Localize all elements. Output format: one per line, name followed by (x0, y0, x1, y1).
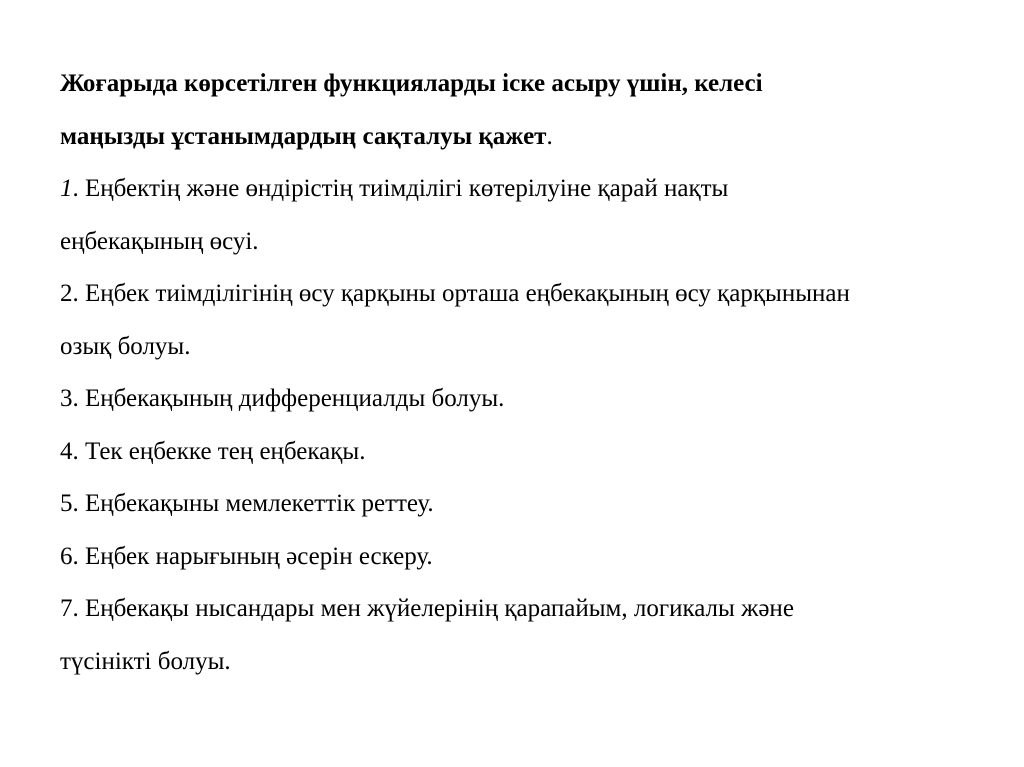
list-item-1-continuation: еңбекақының өсуі. (60, 227, 259, 255)
slide-body-text (60, 58, 1000, 688)
intro-line-2-bold: маңызды ұстанымдардың сақталуы қажет (60, 122, 547, 150)
list-item-2: 2. Еңбек тиімділігінің өсу қарқыны орташа еңбекақының өсу қарқынынан (60, 280, 850, 307)
list-item-1-text: Еңбектің және өндірістің тиімділігі көтерілуіне қарай нақты (85, 175, 729, 202)
list-item-2-text: Еңбек тиімділігінің өсу қарқыны орташа еңбекақының өсу қарқынынан (85, 280, 850, 307)
list-item-5-number: 5 (60, 490, 73, 517)
list-item-6-number: 6 (60, 542, 73, 570)
list-item-7-continuation: түсінікті болуы. (60, 647, 231, 675)
list-item-7-text: Еңбекақы нысандары мен жүйелерінің қарапайым, логикалы және (85, 595, 794, 622)
intro-line-1: Жоғарыда көрсетілген функцияларды іске асыру үшін, келесі (60, 70, 763, 97)
list-item-2-continuation: озық болуы. (60, 332, 191, 360)
list-item-1: 1. Еңбектің және өндірістің тиімділігі көтерілуіне қарай нақты (60, 175, 729, 202)
list-item-3-text: Еңбекақының дифференциалды болуы. (85, 385, 505, 412)
list-item-1-number: 1 (60, 175, 73, 202)
list-item-6-text: Еңбек нарығының әсерін ескеру. (85, 542, 433, 570)
list-item-2-number: 2 (60, 280, 73, 307)
list-item-3-number: 3 (60, 385, 73, 412)
list-item-6: 6. Еңбек нарығының әсерін ескеру. (60, 542, 433, 570)
intro-line-2-tail: . (546, 122, 553, 150)
list-item-3: 3. Еңбекақының дифференциалды болуы. (60, 385, 505, 412)
list-item-7-number: 7 (60, 595, 73, 622)
list-item-7: 7. Еңбекақы нысандары мен жүйелерінің қарапайым, логикалы және (60, 595, 794, 622)
list-item-4-number: 4 (60, 437, 73, 465)
list-item-5: 5. Еңбекақыны мемлекеттік реттеу. (60, 490, 434, 517)
list-item-4-text: Тек еңбекке тең еңбекақы. (85, 437, 366, 465)
intro-line-2 (60, 111, 1000, 164)
list-item-5-text: Еңбекақыны мемлекеттік реттеу. (85, 490, 434, 517)
list-item-4: 4. Тек еңбекке тең еңбекақы. (60, 437, 366, 465)
